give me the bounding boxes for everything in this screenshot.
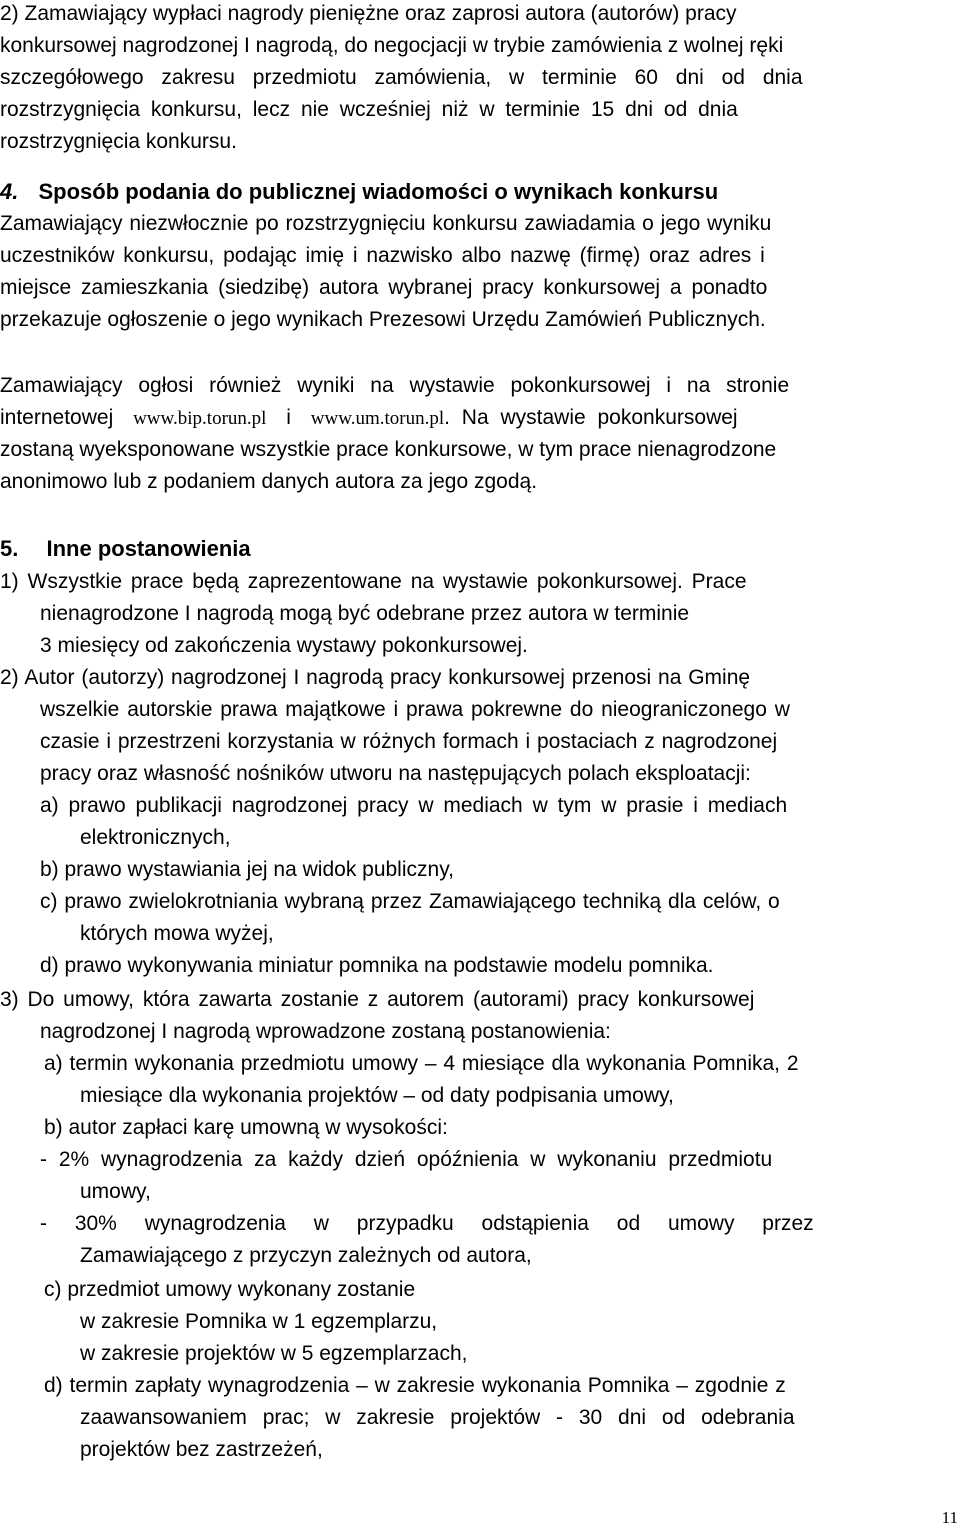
s5-line-3 <box>40 630 958 662</box>
s5-line-26 <box>44 1370 958 1402</box>
s5-line-13 <box>40 950 958 982</box>
text-line: c) prawo zwielokrotniania wybraną przez Zamawiającego techniką dla celów, o <box>40 890 780 913</box>
top-line-1 <box>0 0 958 30</box>
text-line: szczegółowego zakresu przedmiotu zamówienia, w terminie 60 dni od dnia <box>0 66 803 89</box>
text-line: uczestników konkursu, podając imię i nazwisko albo nazwę (firmę) oraz adres i <box>0 244 765 267</box>
s5-line-11 <box>40 886 958 918</box>
s4-p2-line-1 <box>0 370 958 402</box>
text-line: w zakresie Pomnika w 1 egzemplarzu, <box>80 1310 438 1333</box>
text-line: 1) Wszystkie prace będą zaprezentowane na wystawie pokonkursowej. Prace <box>0 570 747 593</box>
top-line-4 <box>0 94 958 126</box>
s5-line-23 <box>44 1274 958 1306</box>
text-line: d) prawo wykonywania miniatur pomnika na podstawie modelu pomnika. <box>40 954 714 977</box>
text-line: b) prawo wystawiania jej na widok publiczny, <box>40 858 454 881</box>
text-line: d) termin zapłaty wynagrodzenia – w zakresie wykonania Pomnika – zgodnie z <box>44 1374 786 1397</box>
text-line: nagrodzonej I nagrodą wprowadzone zostaną postanowienia: <box>40 1020 611 1043</box>
s5-line-6 <box>40 726 958 758</box>
text-fragment: internetowej <box>0 406 114 429</box>
text-line: konkursowej nagrodzonej I nagrodą, do negocjacji w trybie zamówienia z wolnej ręki <box>0 34 784 57</box>
s5-line-18 <box>44 1112 958 1144</box>
s5-line-17 <box>80 1080 958 1112</box>
text-line: zostaną wyeksponowane wszystkie prace konkursowe, w tym prace nienagrodzone <box>0 438 777 461</box>
section-4-heading <box>0 176 958 208</box>
s5-line-19 <box>40 1144 958 1176</box>
text-line: nienagrodzone I nagrodą mogą być odebrane przez autora w terminie <box>40 602 690 625</box>
text-line: 3) Do umowy, która zawarta zostanie z autorem (autorami) pracy konkursowej <box>0 988 755 1011</box>
text-line: zaawansowaniem prac; w zakresie projektów - 30 dni od odebrania <box>80 1406 795 1429</box>
text-line: czasie i przestrzeni korzystania w różnych formach i postaciach z nagrodzonej <box>40 730 778 753</box>
text-line: 2) Zamawiający wypłaci nagrody pieniężne oraz zaprosi autora (autorów) pracy <box>0 2 737 25</box>
text-line: 3 miesięcy od zakończenia wystawy pokonkursowej. <box>40 634 528 657</box>
text-line: Zamawiającego z przyczyn zależnych od autora, <box>80 1244 532 1267</box>
text-line: wszelkie autorskie prawa majątkowe i prawa pokrewne do nieograniczonego w <box>40 698 790 721</box>
top-line-5 <box>0 126 958 158</box>
section-5-heading <box>0 533 958 565</box>
text-line: projektów bez zastrzeżeń, <box>80 1438 323 1461</box>
s5-line-20 <box>80 1176 958 1208</box>
text-line: b) autor zapłaci karę umowną w wysokości: <box>44 1116 448 1139</box>
top-line-2 <box>0 30 958 62</box>
text-line: rozstrzygnięcia konkursu, lecz nie wcześniej niż w terminie 15 dni od dnia <box>0 98 738 121</box>
um-url-link[interactable]: www.um.torun.pl <box>310 408 445 429</box>
s5-line-2 <box>40 598 958 630</box>
s5-line-27 <box>80 1402 958 1434</box>
text-line: Zamawiający niezwłocznie po rozstrzygnięciu konkursu zawiadamia o jego wyniku <box>0 212 772 235</box>
s5-line-25 <box>80 1338 958 1370</box>
section-number: 4. <box>0 179 19 204</box>
section-number: 5. <box>0 536 19 561</box>
top-line-3 <box>0 62 958 94</box>
text-line: miesiące dla wykonania projektów – od daty podpisania umowy, <box>80 1084 674 1107</box>
s4-p1-line-2 <box>0 240 958 272</box>
text-line: umowy, <box>80 1180 151 1203</box>
text-line: miejsce zamieszkania (siedzibę) autora wybranej pracy konkursowej a ponadto <box>0 276 768 299</box>
s5-line-12 <box>80 918 958 950</box>
text-fragment: i <box>286 406 291 429</box>
text-line: których mowa wyżej, <box>80 922 274 945</box>
s5-line-15 <box>40 1016 958 1048</box>
s4-p2-line-2 <box>0 402 958 435</box>
text-line: 2) Autor (autorzy) nagrodzonej I nagrodą pracy konkursowej przenosi na Gminę <box>0 666 751 689</box>
s4-p1-line-3 <box>0 272 958 304</box>
s5-line-9 <box>80 822 958 854</box>
s5-line-21 <box>40 1208 958 1240</box>
s4-p1-line-1 <box>0 208 958 240</box>
text-line: a) prawo publikacji nagrodzonej pracy w mediach w tym w prasie i mediach <box>40 794 788 817</box>
s5-line-10 <box>40 854 958 886</box>
s5-line-8 <box>40 790 958 822</box>
text-fragment: . Na wystawie pokonkursowej <box>444 406 738 429</box>
s5-line-1 <box>0 566 958 598</box>
s5-line-4 <box>0 662 958 694</box>
section-title: Sposób podania do publicznej wiadomości o wynikach konkursu <box>38 179 719 204</box>
text-line: przekazuje ogłoszenie o jego wynikach Prezesowi Urzędu Zamówień Publicznych. <box>0 308 766 331</box>
section-title: Inne postanowienia <box>46 536 251 561</box>
s5-line-14 <box>0 984 958 1016</box>
text-line: pracy oraz własność nośników utworu na następujących polach eksploatacji: <box>40 762 751 785</box>
s5-line-28 <box>80 1434 958 1466</box>
text-line: elektronicznych, <box>80 826 231 849</box>
text-line: a) termin wykonania przedmiotu umowy – 4 miesiące dla wykonania Pomnika, 2 <box>44 1052 799 1075</box>
s5-line-16 <box>44 1048 958 1080</box>
s5-line-7 <box>40 758 958 790</box>
s5-line-22 <box>80 1240 958 1272</box>
text-line: Zamawiający ogłosi również wyniki na wystawie pokonkursowej i na stronie <box>0 374 790 397</box>
text-line: - 2% wynagrodzenia za każdy dzień opóźnienia w wykonaniu przedmiotu <box>40 1148 773 1171</box>
s4-p2-line-3 <box>0 434 958 466</box>
s4-p2-line-4 <box>0 466 958 498</box>
s5-line-24 <box>80 1306 958 1338</box>
s5-line-5 <box>40 694 958 726</box>
text-line: rozstrzygnięcia konkursu. <box>0 130 237 153</box>
s4-p1-line-4 <box>0 304 958 336</box>
text-line: - 30% wynagrodzenia w przypadku odstąpienia od umowy przez <box>40 1212 814 1235</box>
text-line: c) przedmiot umowy wykonany zostanie <box>44 1278 416 1301</box>
text-line: anonimowo lub z podaniem danych autora za jego zgodą. <box>0 470 538 493</box>
bip-url-link[interactable]: www.bip.torun.pl <box>133 408 267 429</box>
page-number: 11 <box>941 1508 958 1527</box>
text-line: w zakresie projektów w 5 egzemplarzach, <box>80 1342 468 1365</box>
